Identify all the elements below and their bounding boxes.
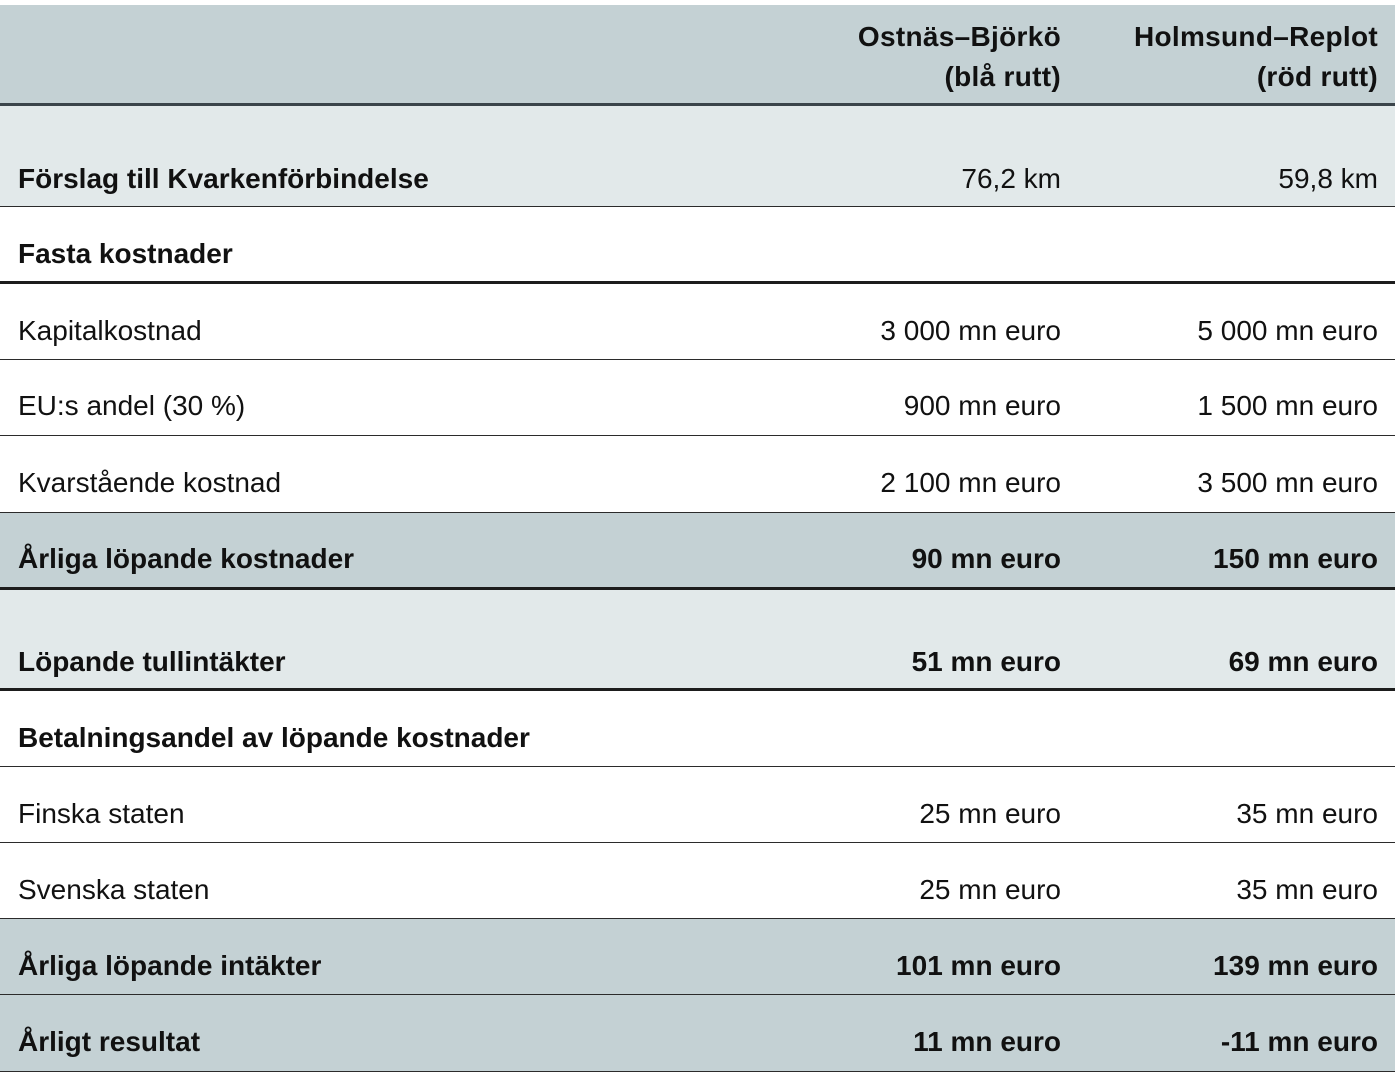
row-value-holmsund: 5 000 mn euro xyxy=(1197,315,1378,346)
row-label: Kapitalkostnad xyxy=(18,315,202,346)
row-value-holmsund: 1 500 mn euro xyxy=(1197,390,1378,421)
row-value-holmsund: 35 mn euro xyxy=(1236,798,1378,829)
row-value-holmsund: 59,8 km xyxy=(1278,163,1378,194)
table-row-fixed-costs-heading xyxy=(0,207,1395,284)
row-value-ostnas: 900 mn euro xyxy=(903,390,1061,421)
section-heading: Fasta kostnader xyxy=(18,238,233,269)
row-value-ostnas: 51 mn euro xyxy=(911,646,1061,677)
table-row-swedish-state xyxy=(0,843,1395,919)
row-value-holmsund: 150 mn euro xyxy=(1213,543,1378,574)
row-label: Förslag till Kvarkenförbindelse xyxy=(18,163,429,194)
table-row-finnish-state xyxy=(0,767,1395,843)
table-row-remaining-cost xyxy=(0,436,1395,513)
row-value-holmsund: 139 mn euro xyxy=(1213,950,1378,981)
table-row-annual-running-revenue xyxy=(0,919,1395,995)
row-value-holmsund: 69 mn euro xyxy=(1228,646,1378,677)
row-value-ostnas: 25 mn euro xyxy=(919,874,1061,905)
row-label: Kvarstående kostnad xyxy=(18,467,282,498)
row-label: Årliga löpande intäkter xyxy=(18,950,322,981)
row-value-holmsund: -11 mn euro xyxy=(1220,1026,1378,1057)
row-value-ostnas: 3 000 mn euro xyxy=(880,315,1061,346)
column-header-ostnas-bjorko xyxy=(858,17,1061,97)
column-header-route-color: (röd rutt) xyxy=(1256,61,1378,92)
row-value-holmsund: 3 500 mn euro xyxy=(1197,467,1378,498)
row-value-ostnas: 76,2 km xyxy=(961,163,1061,194)
table-header xyxy=(0,0,1395,106)
row-label: Svenska staten xyxy=(18,874,210,905)
column-header-holmsund-replot xyxy=(1134,17,1378,97)
section-heading: Betalningsandel av löpande kostnader xyxy=(18,722,530,753)
row-label: Finska staten xyxy=(18,798,185,829)
row-value-ostnas: 101 mn euro xyxy=(896,950,1061,981)
table-row-annual-result xyxy=(0,995,1395,1072)
row-label: EU:s andel (30 %) xyxy=(18,390,246,421)
row-label: Årligt resultat xyxy=(18,1026,201,1057)
column-header-route-name: Ostnäs–Björkö xyxy=(857,21,1061,52)
table-row-eu-share xyxy=(0,360,1395,436)
row-value-ostnas: 25 mn euro xyxy=(919,798,1061,829)
row-label: Löpande tullintäkter xyxy=(18,646,286,677)
row-value-ostnas: 2 100 mn euro xyxy=(880,467,1061,498)
table-row-proposal xyxy=(0,106,1395,207)
row-value-ostnas: 90 mn euro xyxy=(911,543,1061,574)
table-row-payment-share-heading xyxy=(0,691,1395,767)
row-value-ostnas: 11 mn euro xyxy=(913,1026,1061,1057)
row-value-holmsund: 35 mn euro xyxy=(1236,874,1378,905)
table-row-capital-cost xyxy=(0,284,1395,360)
column-header-route-color: (blå rutt) xyxy=(944,61,1061,92)
table-row-toll-revenue xyxy=(0,590,1395,691)
row-label: Årliga löpande kostnader xyxy=(18,543,355,574)
table-row-annual-running-costs xyxy=(0,513,1395,590)
column-header-route-name: Holmsund–Replot xyxy=(1133,21,1378,52)
